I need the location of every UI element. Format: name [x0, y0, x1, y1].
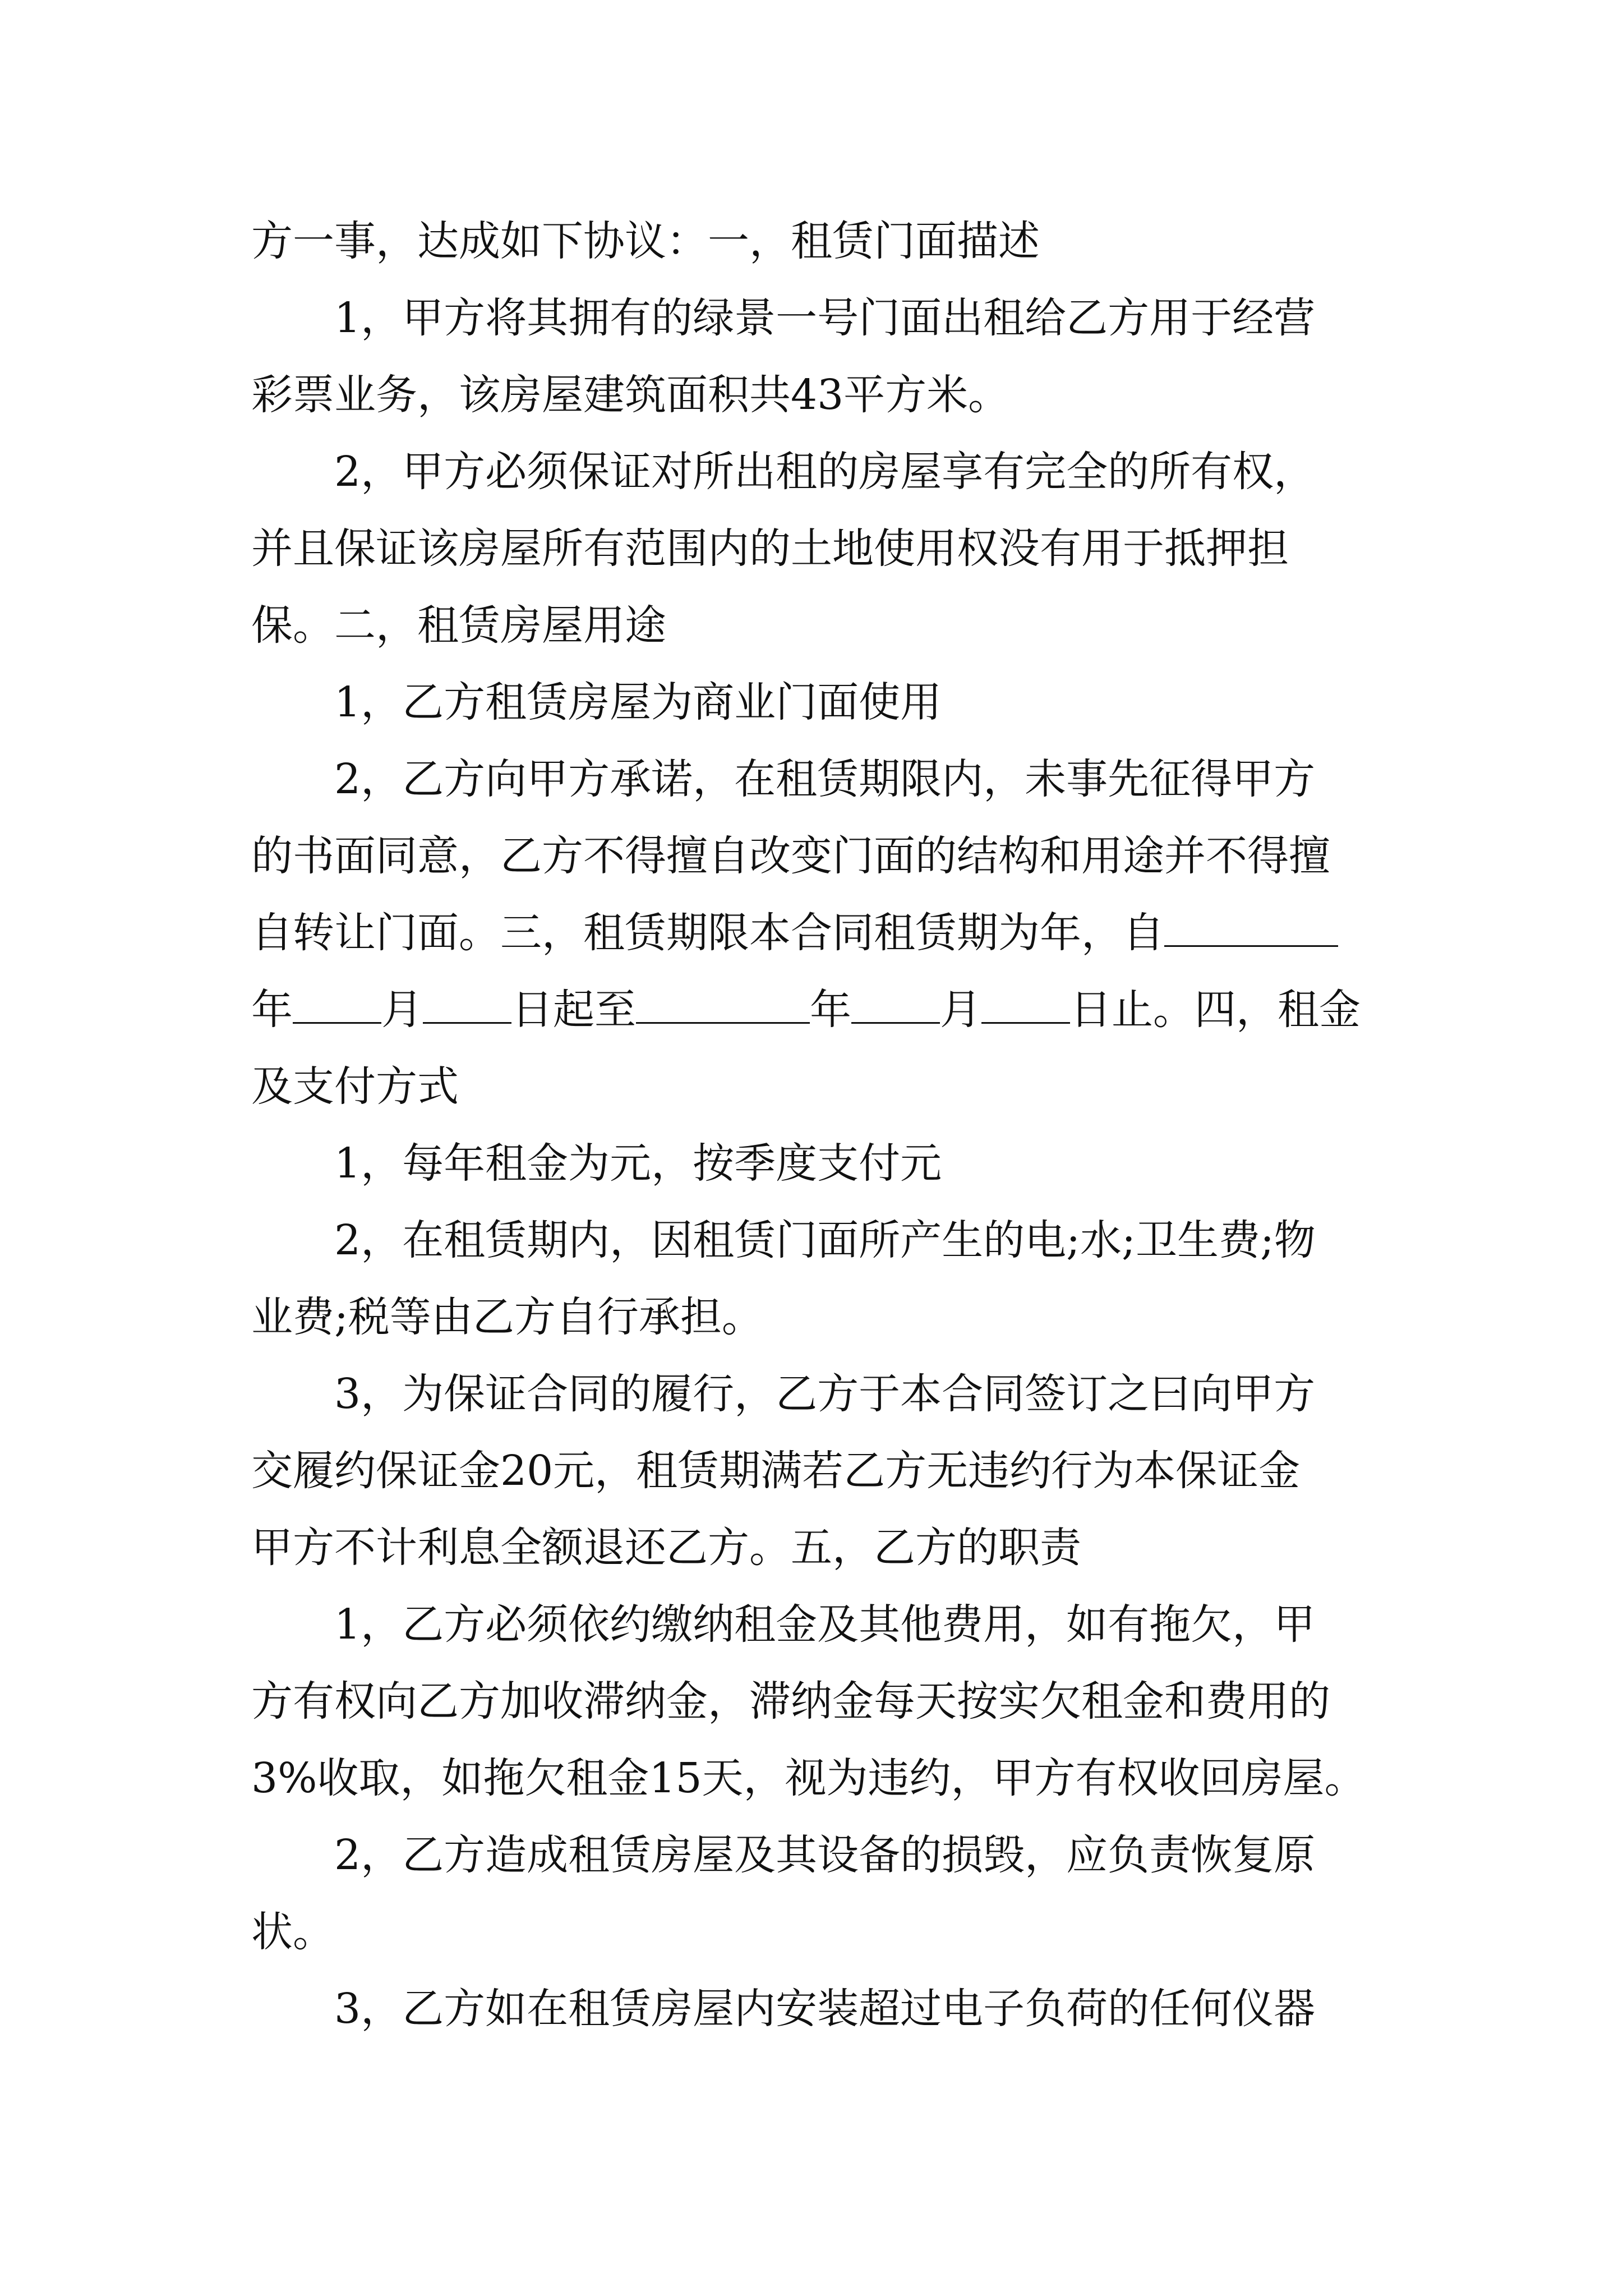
- fill-in-blank: [1164, 906, 1338, 947]
- month-label: 月: [940, 986, 981, 1034]
- paragraph-line: 及支付方式: [251, 1062, 459, 1111]
- fill-in-blank: [293, 983, 381, 1024]
- paragraph-text: 自转让门面。三，租赁期限本合同租赁期为年，自: [251, 909, 1164, 957]
- fill-in-blank: [423, 983, 511, 1024]
- month-label: 月: [381, 986, 423, 1034]
- paragraph-line: 彩票业务，该房屋建筑面积共43平方米。: [251, 371, 1010, 419]
- year-label: 年: [810, 986, 851, 1034]
- paragraph-line: 保。二，租赁房屋用途: [251, 601, 666, 650]
- paragraph-line: [251, 905, 1338, 961]
- paragraph-line: 3%收取，如拖欠租金15天，视为违约，甲方有权收回房屋。: [251, 1754, 1366, 1802]
- day-label: 日止。四，租金: [1070, 986, 1361, 1034]
- paragraph-line: 2，甲方必须保证对所出租的房屋享有完全的所有权，: [334, 448, 1316, 496]
- paragraph-line: 的书面同意，乙方不得擅自改变门面的结构和用途并不得擅: [251, 832, 1330, 880]
- date-fill-line: [251, 982, 1361, 1038]
- paragraph-line: 1，乙方必须依约缴纳租金及其他费用，如有拖欠，甲: [334, 1600, 1316, 1649]
- paragraph-line: 2，乙方向甲方承诺，在租赁期限内，未事先征得甲方: [334, 755, 1316, 803]
- fill-in-blank: [981, 983, 1070, 1024]
- paragraph-line: 状。: [251, 1908, 334, 1956]
- fill-in-blank: [636, 983, 810, 1024]
- paragraph-line: 业费;税等由乙方自行承担。: [251, 1293, 763, 1341]
- fill-in-blank: [851, 983, 940, 1024]
- paragraph-line: 2，在租赁期内，因租赁门面所产生的电;水;卫生费;物: [334, 1216, 1316, 1264]
- paragraph-line: 1，甲方将其拥有的绿景一号门面出租给乙方用于经营: [334, 294, 1316, 342]
- year-label: 年: [251, 986, 293, 1034]
- day-label: 日起至: [511, 986, 636, 1034]
- paragraph-line: 甲方不计利息全额退还乙方。五，乙方的职责: [251, 1524, 1081, 1572]
- paragraph-line: 交履约保证金20元，租赁期满若乙方无违约行为本保证金: [251, 1447, 1301, 1495]
- paragraph-line: 并且保证该房屋所有范围内的土地使用权没有用于抵押担: [251, 524, 1289, 573]
- paragraph-line: 方有权向乙方加收滞纳金，滞纳金每天按实欠租金和费用的: [251, 1677, 1330, 1726]
- paragraph-line: 2，乙方造成租赁房屋及其设备的损毁，应负责恢复原: [334, 1831, 1316, 1879]
- paragraph-line: 方一事，达成如下协议：一，租赁门面描述: [251, 217, 1040, 265]
- paragraph-line: 3，乙方如在租赁房屋内安装超过电子负荷的任何仪器: [334, 1985, 1316, 2033]
- paragraph-line: 1，乙方租赁房屋为商业门面使用: [334, 678, 942, 726]
- paragraph-line: 1，每年租金为元，按季度支付元: [334, 1139, 942, 1188]
- paragraph-line: 3，为保证合同的履行，乙方于本合同签订之曰向甲方: [334, 1370, 1316, 1418]
